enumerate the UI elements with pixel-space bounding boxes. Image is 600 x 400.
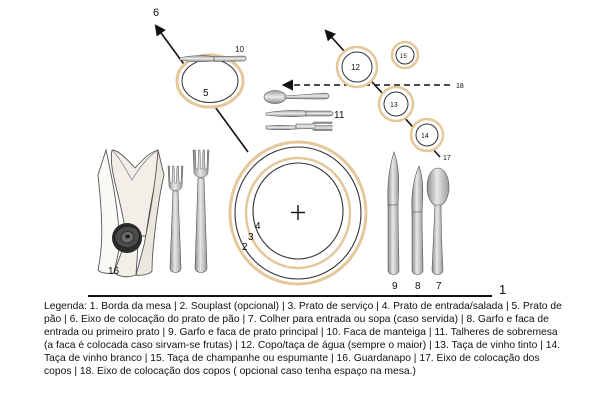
dessert-spoon — [264, 91, 329, 104]
plate-stack — [230, 142, 366, 284]
legend-text: Legenda: 1. Borda da mesa | 2. Souplast (opcional) | 3. Prato de serviço | 4. Prato de entrada/salada | 5. Prato de pão | 6. Eixo de colocação do prato de pão | 7. Colher para entrada ou sopa (caso servida) | 8. Garfo e faca de entrada ou primeiro prato | 9. Garfo e faca de prato principal | 10. Faca de manteiga | 11. Talheres de sobremesa (a faca é colocada caso sirvam-se frutas) | 12. Copo/taça de água (sempre o maior) | 13. Taça de vinho tinto | 14. Taça de vinho branco | 15. Taça de champanhe ou espumante | 16. Guardanapo | 17. Eixo de colocação dos copos | 18. Eixo de colocação dos copos ( opcional caso tenha espaço na mesa.) — [44, 301, 562, 377]
label-17: 17 — [443, 155, 451, 162]
main-course-fork — [193, 150, 209, 273]
first-course-knife — [412, 166, 423, 275]
label-8: 8 — [415, 281, 421, 292]
label-13: 13 — [390, 102, 398, 109]
label-15: 15 — [400, 54, 407, 60]
label-4: 4 — [255, 221, 261, 232]
label-3: 3 — [248, 232, 254, 243]
label-5: 5 — [203, 88, 209, 99]
dessert-fork — [266, 122, 332, 131]
label-14: 14 — [421, 133, 429, 140]
label-7: 7 — [436, 281, 442, 292]
first-course-fork — [168, 166, 183, 273]
soup-spoon — [427, 168, 449, 275]
label-2: 2 — [242, 242, 248, 253]
napkin — [98, 150, 164, 277]
main-course-knife — [388, 152, 399, 275]
label-18: 18 — [456, 83, 464, 90]
label-16: 16 — [108, 266, 120, 277]
label-9: 9 — [392, 281, 398, 292]
label-10: 10 — [235, 45, 244, 54]
label-1: 1 — [499, 282, 507, 297]
bread-plate — [177, 55, 243, 107]
label-12: 12 — [351, 63, 360, 72]
dessert-knife — [266, 110, 333, 116]
butter-knife — [180, 56, 246, 62]
rose-napkin-ring — [112, 223, 142, 253]
label-6: 6 — [153, 7, 160, 19]
label-11: 11 — [334, 110, 345, 121]
